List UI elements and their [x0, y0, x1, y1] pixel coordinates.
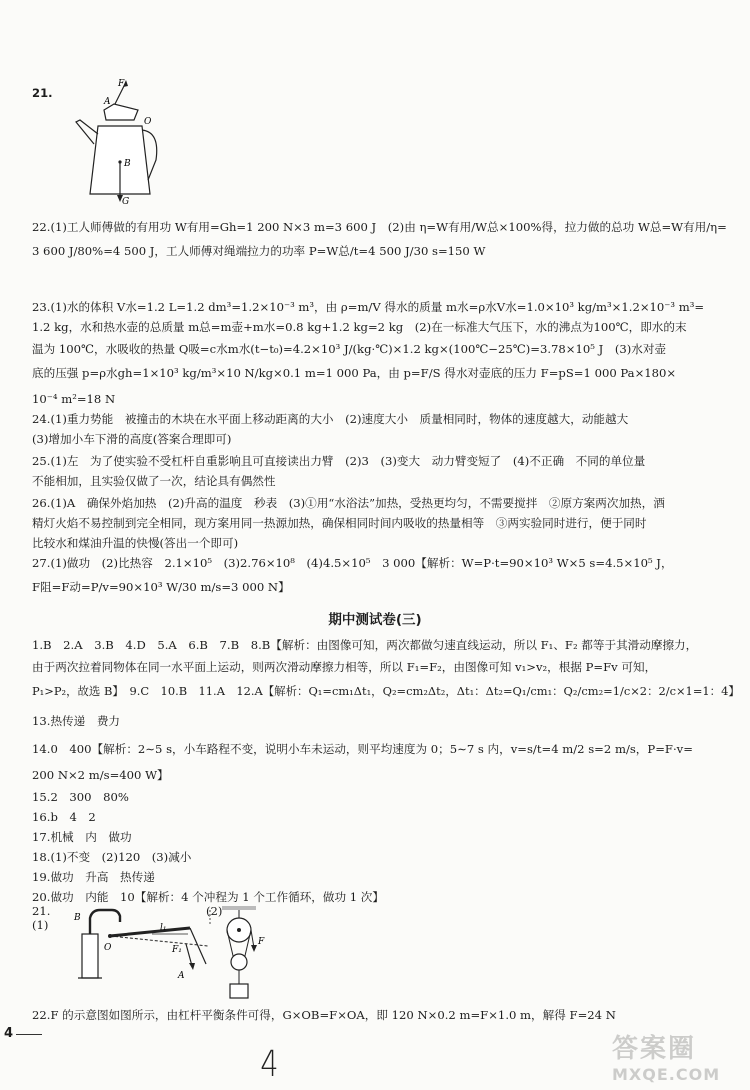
kettle-diagram — [56, 76, 166, 206]
answer-line: 22.F 的示意图如图所示，由杠杆平衡条件可得，G×OB=F×OA，即 120 N×0.2 m=F×1.0 m，解得 F=24 N — [32, 1008, 616, 1022]
answer-line: 由于两次拉着同物体在同一水平面上运动，则两次滑动摩擦力相等，所以 F₁=F₂，由图像可知 v₁>v₂，根据 P=Fv 可知， — [32, 660, 657, 674]
q21-bottom-number: 21.(1) — [32, 904, 51, 932]
page-number-rule — [16, 1034, 42, 1035]
label-b: B — [124, 159, 131, 169]
answer-line: 底的压强 p=ρ水gh=1×10³ kg/m³×10 N/kg×0.1 m=1 000 Pa，由 p=F/S 得水对壶底的压力 F=pS=1 000 Pa×180× — [32, 366, 677, 380]
answer-line: 26.(1)A 确保外焰加热 (2)升高的温度 秒表 (3)①用“水浴法”加热，受热更均匀，不需要搅拌 ②原方案两次加热，酒 — [32, 496, 665, 510]
label-f: F — [118, 79, 125, 89]
answer-line: 18.(1)不变 (2)120 (3)减小 — [32, 850, 192, 864]
answer-line: 27.(1)做功 (2)比热容 2.1×10⁵ (3)2.76×10⁸ (4)4.5×10⁵ 3 000【解析：W=P·t=90×10³ W×5 s=4.5×10⁵ J， — [32, 556, 673, 570]
answer-line: 24.(1)重力势能 被撞击的木块在水平面上移动距离的大小 (2)速度大小 质量相同时，物体的速度越大，动能越大 — [32, 412, 629, 426]
q21-part2-number: (2) — [206, 904, 223, 918]
answer-line: 19.做功 升高 热传递 — [32, 870, 155, 884]
handwritten-mark: 4 — [260, 1044, 279, 1085]
answer-line: 10⁻⁴ m²=18 N — [32, 392, 116, 406]
answer-line: 温为 100℃，水吸收的热量 Q吸=c水m水(t−t₀)=4.2×10³ J/(kg·℃)×1.2 kg×(100℃−25℃)=3.78×10⁵ J (3)水对壶 — [32, 342, 667, 356]
answer-line: P₁>P₂，故选 B】 9.C 10.B 11.A 12.A【解析：Q₁=cm₁Δt₁，Q₂=cm₂Δt₂，Δt₁：Δt₂=Q₁/cm₁：Q₂/cm₂=1/c×2：2/c×1=1：4】 — [32, 684, 740, 698]
answer-line: 3 600 J/80%=4 500 J，工人师傅对绳端拉力的功率 P=W总/t=4 500 J/30 s=150 W — [32, 244, 486, 258]
label-o: O — [144, 117, 152, 127]
label-o: O — [104, 943, 112, 953]
answer-line: 精灯火焰不易控制到完全相同，现方案用同一热源加热，确保相同时间内吸收的热量相等 ③两实验同时进行，便于同时 — [32, 516, 647, 530]
label-l1: l₁ — [160, 923, 167, 933]
section-title: 期中测试卷(三) — [328, 612, 422, 628]
answer-line: 20.做功 内能 10【解析：4 个冲程为 1 个工作循环，做功 1 次】 — [32, 890, 384, 904]
answer-line: (3)增加小车下滑的高度(答案合理即可) — [32, 432, 232, 446]
answer-line: 200 N×2 m/s=400 W】 — [32, 768, 169, 782]
answer-line: 比较水和煤油升温的快慢(答出一个即可) — [32, 536, 239, 550]
q21-number: 21. — [32, 86, 53, 100]
watermark-logo: 答案圈 MXQE.COM — [612, 1034, 721, 1084]
answer-line: F阻=F动=P/v=90×10³ W/30 m/s=3 000 N】 — [32, 580, 290, 594]
answer-line: 23.(1)水的体积 V水=1.2 L=1.2 dm³=1.2×10⁻³ m³，由 ρ=m/V 得水的质量 m水=ρ水V水=1.0×10³ kg/m³×1.2×10⁻³ m³= — [32, 300, 705, 314]
answer-line: 14.0 400【解析：2∼5 s，小车路程不变，说明小车未运动，则平均速度为 0；5∼7 s 内，v=s/t=4 m/2 s=2 m/s，P=F·v= — [32, 742, 693, 756]
pulley-diagram — [216, 904, 276, 1004]
label-a: A — [178, 971, 185, 981]
label-g: G — [122, 197, 130, 206]
answer-line: 22.(1)工人师傅做的有用功 W有用=Gh=1 200 N×3 m=3 600 J (2)由 η=W有用/W总×100%得，拉力做的总功 W总=W有用/η= — [32, 220, 727, 234]
page-number: 4 — [4, 1026, 14, 1041]
answer-line: 15.2 300 80% — [32, 790, 129, 804]
label-f1: F₁ — [172, 945, 182, 955]
label-b: B — [74, 913, 81, 923]
answer-line: 16.b 4 2 — [32, 810, 96, 824]
label-a: A — [104, 97, 111, 107]
answer-line: 1.B 2.A 3.B 4.D 5.A 6.B 7.B 8.B【解析：由图像可知，两次都做匀速直线运动，所以 F₁、F₂ 都等于其滑动摩擦力， — [32, 638, 698, 652]
answer-line: 1.2 kg，水和热水壶的总质量 m总=m壶+m水=0.8 kg+1.2 kg=2 kg (2)在一标准大气压下，水的沸点为100℃，即水的末 — [32, 320, 687, 334]
answer-line: 13.热传递 费力 — [32, 714, 121, 728]
answer-line: 不能相加，且实验仅做了一次，结论具有偶然性 — [32, 474, 276, 488]
answer-line: 25.(1)左 为了使实验不受杠杆自重影响且可直接读出力臂 (2)3 (3)变大 动力臂变短了 (4)不正确 不同的单位量 — [32, 454, 646, 468]
label-f: F — [258, 937, 265, 947]
answer-line: 17.机械 内 做功 — [32, 830, 132, 844]
